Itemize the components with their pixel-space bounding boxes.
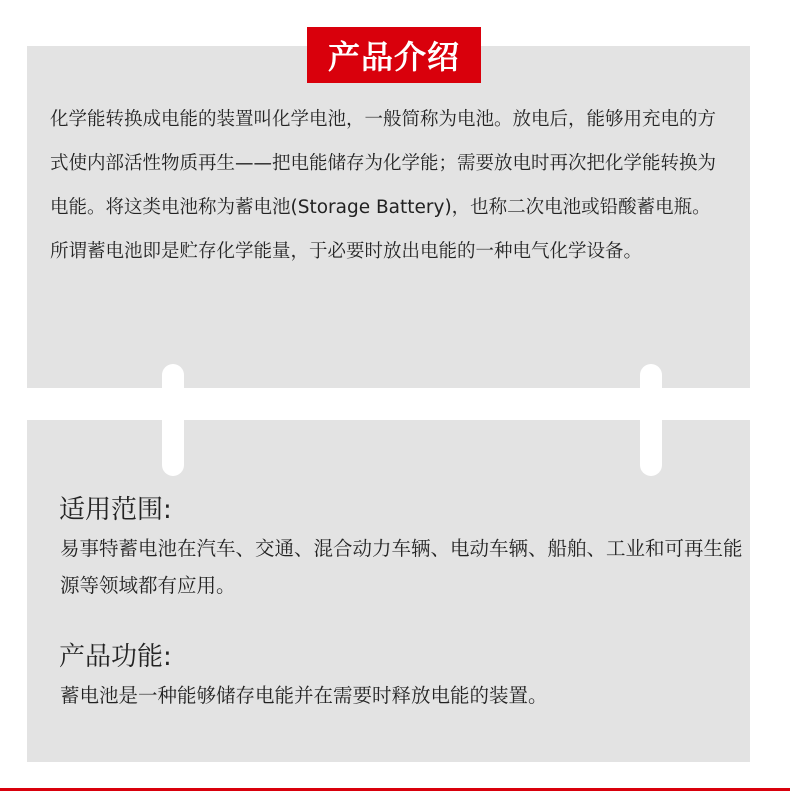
function-heading: 产品功能: bbox=[59, 642, 172, 672]
right-connector-tab bbox=[640, 364, 662, 476]
application-text: 易事特蓄电池在汽车、交通、混合动力车辆、电动车辆、船舶、工业和可再生能源等领域都有应用。 bbox=[60, 537, 743, 597]
intro-text bbox=[50, 98, 730, 274]
left-connector-tab bbox=[162, 364, 184, 476]
intro-paragraph-1: 化学能转换成电能的装置叫化学电池，一般简称为电池。放电后，能够用充电的方式使内部活性物质再生——把电能储存为化学能；需要放电时再次把化学能转换为电能。将这类电池称为蓄电池(Storage Battery)，也称二次电池或铅酸蓄电瓶。 bbox=[50, 109, 717, 218]
function-text: 蓄电池是一种能够储存电能并在需要时释放电能的装置。 bbox=[60, 684, 548, 707]
intro-paragraph-2: 所谓蓄电池即是贮存化学能量，于必要时放出电能的一种电气化学设备。 bbox=[50, 241, 643, 262]
product-intro-title: 产品介绍 bbox=[307, 27, 481, 83]
application-heading: 适用范围: bbox=[59, 495, 172, 525]
